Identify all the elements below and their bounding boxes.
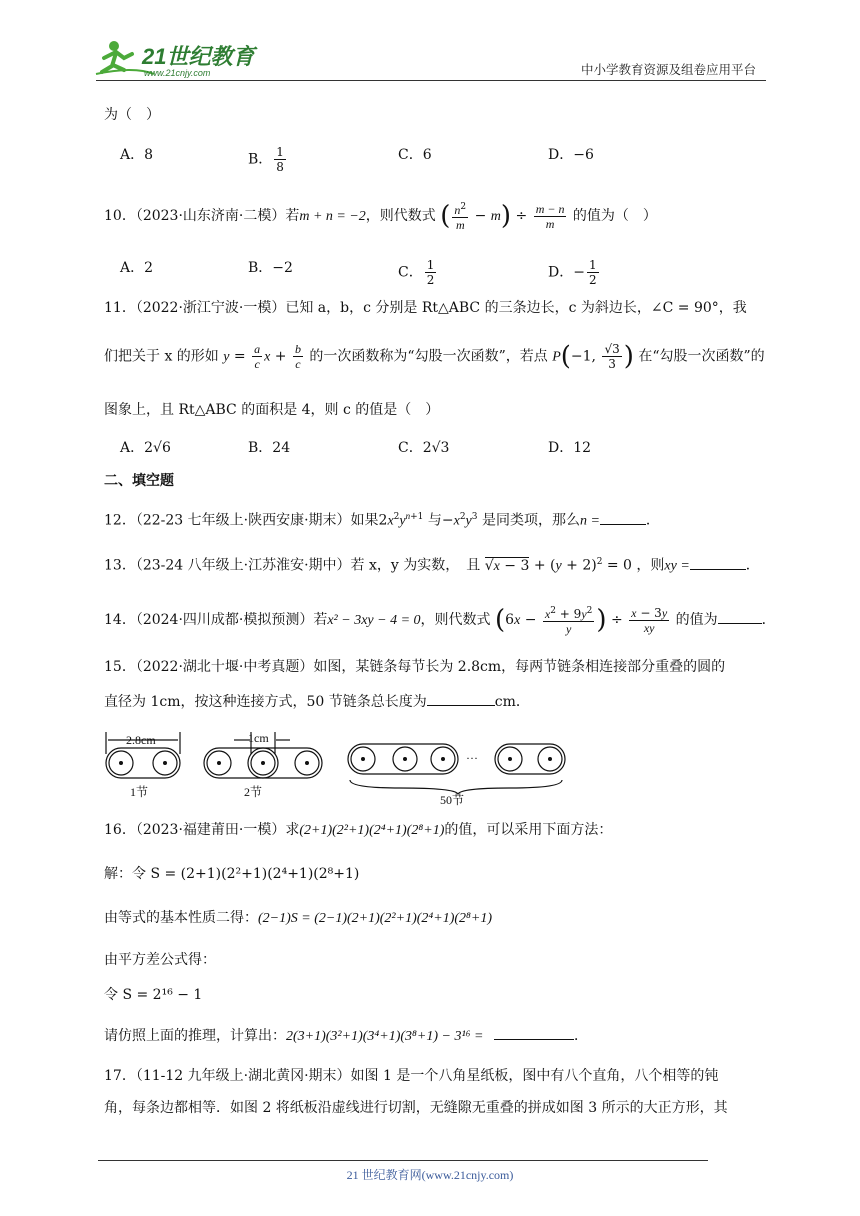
header-platform-text: 中小学教育资源及组卷应用平台 (580, 62, 756, 77)
q9-option-d: D．−6 (548, 147, 594, 163)
q16-line6: 请仿照上面的推理，计算出：2(3+1)(3²+1)(3⁴+1)(3⁸+1) − 3¹⁶ = ． (104, 1028, 588, 1044)
footer-divider (98, 1160, 708, 1161)
q11-line1: 11．（2022·浙江宁波·一模）已知 a，b，c 分别是 Rt△ABC 的三条边长，c 为斜边长，∠C = 90°，我 (104, 300, 747, 316)
answer-blank[interactable] (690, 569, 746, 570)
q12-stem: 12．（22-23 七年级上·陕西安康·期末）如果$2x^2y^{n+1}$ 与$-x^2y^3$ 是同类项，那么n = ． (104, 511, 660, 529)
svg-text:2.8cm: 2.8cm (126, 733, 156, 747)
q10-option-d: D．− $\frac{1}{2}$ (548, 258, 597, 287)
q16-line1: 16．（2023·福建莆田·一模）求(2+1)(2²+1)(2⁴+1)(2⁸+1)的值，可以采用下面方法： (104, 822, 613, 838)
q13-stem: 13．（23-24 八年级上·江苏淮安·期中）若 x，y 为实数， 且 $√x - 3 + (y + 2)^2 = 0$ ，则xy = ． (104, 557, 760, 574)
svg-text:1cm: 1cm (248, 731, 269, 745)
q10-stem: 10．（2023·山东济南·二模）若m + n = −2，则代数式 ( $\frac{n^2}{m}$ − m) ÷ $\frac{m - n}{m}$ 的值为（ ） (104, 201, 657, 232)
q9-option-c: C．6 (398, 147, 432, 163)
chain-figure (100, 724, 580, 806)
q11-line3: 图象上，且 Rt△ABC 的面积是 4，则 c 的值是（ ） (104, 402, 440, 418)
answer-blank[interactable] (600, 524, 646, 525)
runner-logo-icon (94, 36, 264, 80)
answer-blank[interactable] (494, 1039, 574, 1040)
q15-line2: 直径为 1cm，按这种连接方式，50 节链条总长度为 cm． (104, 694, 530, 710)
q11-option-a: A．2√6 (120, 440, 171, 456)
site-logo (94, 36, 264, 80)
svg-text:1节: 1节 (130, 785, 149, 799)
q10-option-b: B．−2 (248, 260, 293, 276)
q9-option-a: A．8 (120, 147, 154, 163)
q14-stem: 14．（2024·四川成都·模拟预测）若x² − 3xy − 4 = 0，则代数式 (6x − $\frac{x^2 + 9y^2}{y}$ ) ÷ $\frac{x - 3y}{xy}$ 的值为 ． (104, 605, 776, 636)
svg-text:50节: 50节 (440, 793, 465, 806)
svg-text:www.21cnjy.com: www.21cnjy.com (144, 68, 211, 78)
q16-line2: 解：令 S = (2+1)(2²+1)(2⁴+1)(2⁸+1) (104, 866, 360, 882)
q11-option-c: C．2√3 (398, 440, 450, 456)
q16-line5: 令 S = 2¹⁶ − 1 (104, 987, 203, 1003)
q11-option-d: D．12 (548, 440, 592, 456)
svg-text:2节: 2节 (244, 785, 263, 799)
q11-option-b: B．24 (248, 440, 291, 456)
footer-text[interactable]: 21 世纪教育网(www.21cnjy.com) (346, 1168, 514, 1182)
header-divider (96, 80, 766, 81)
q10-option-c: C． $\frac{1}{2}$ (398, 258, 435, 287)
svg-text:···: ··· (466, 751, 478, 765)
q16-line3: 由等式的基本性质二得：(2−1)S = (2−1)(2+1)(2²+1)(2⁴+1)(2⁸+1) (104, 910, 493, 926)
q9-option-b: B． $\frac{1}{8}$ (248, 145, 284, 174)
answer-blank[interactable] (427, 705, 495, 706)
q16-line4: 由平方差公式得： (104, 952, 216, 968)
q11-line2: 们把关于 x 的形如 y = $\frac{a}{c}$ x + $\frac{b}{c}$ 的一次函数称为“勾股一次函数”，若点 P(−1, $\frac{√3}{3}$ ) 在“勾股一次函数”的 (104, 341, 765, 372)
fraction: $\frac{1}{8}$ (276, 145, 284, 174)
svg-text:21世纪教育: 21世纪教育 (142, 44, 255, 69)
q10-option-a: A．2 (120, 260, 154, 276)
answer-blank[interactable] (718, 623, 762, 624)
q17-line2: 角，每条边都相等．如图 2 将纸板沿虚线进行切割，无缝隙无重叠的拼成如图 3 所示的大正方形，其 (104, 1100, 728, 1116)
q17-line1: 17．（11-12 九年级上·湖北黄冈·期末）如图 1 是一个八角星纸板，图中有八个直角，八个相等的钝 (104, 1068, 719, 1084)
section-title: 二、填空题 (104, 473, 174, 489)
q15-line1: 15．（2022·湖北十堰·中考真题）如图，某链条每节长为 2.8cm，每两节链条相连接部分重叠的圆的 (104, 659, 726, 675)
q9-tail: 为（ ） (104, 107, 160, 123)
